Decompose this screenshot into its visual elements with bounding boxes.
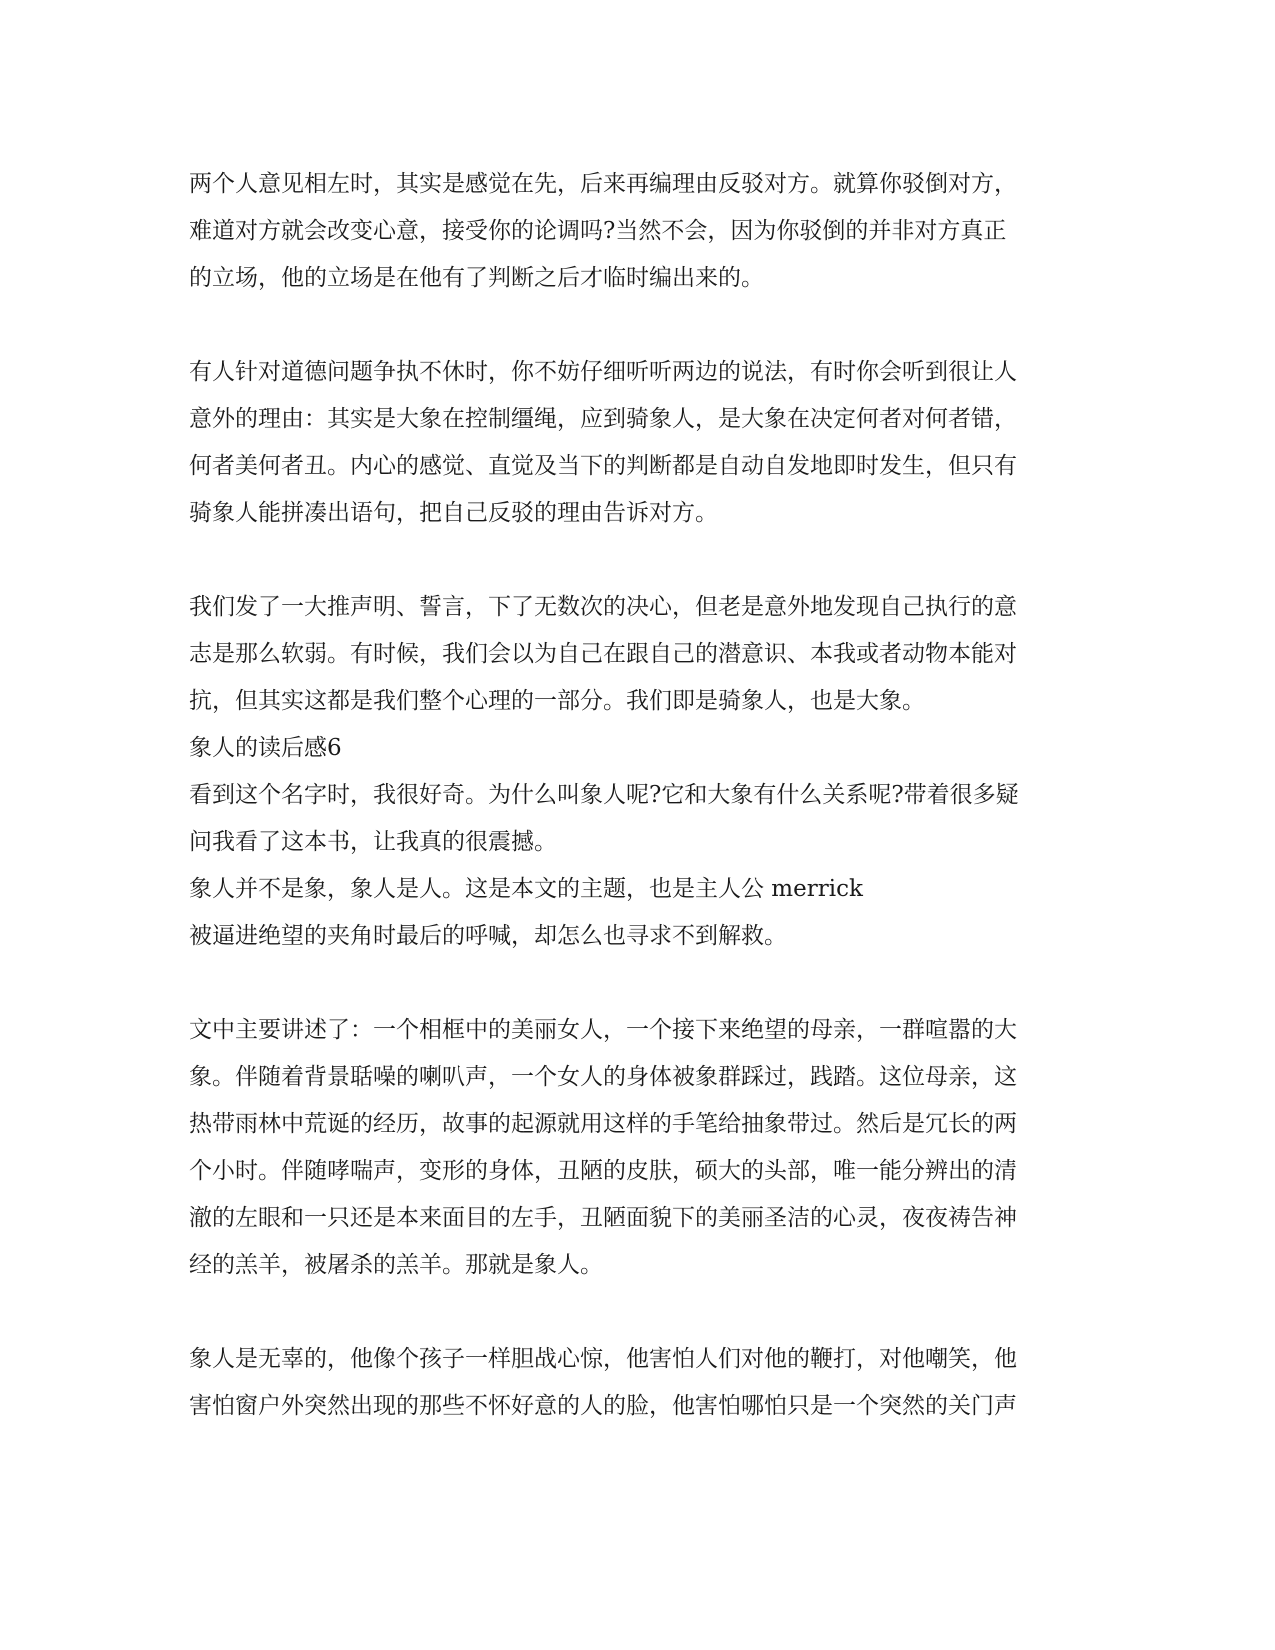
text-line: 抗，但其实这都是我们整个心理的一部分。我们即是骑象人，也是大象。 [189,688,925,714]
text-line: 骑象人能拼凑出语句，把自己反驳的理由告诉对方。 [189,500,718,526]
text-line: 文中主要讲述了：一个相框中的美丽女人，一个接下来绝望的母亲，一群喧嚣的大 [189,1017,1017,1043]
text-line: 象人并不是象，象人是人。这是本文的主题，也是主人公 merrick [189,876,863,902]
document-body [189,161,1089,1430]
text-line: 害怕窗户外突然出现的那些不怀好意的人的脸，他害怕哪怕只是一个突然的关门声 [189,1393,1017,1419]
text-line: 看到这个名字时，我很好奇。为什么叫象人呢?它和大象有什么关系呢?带着很多疑 [189,782,1019,808]
text-line: 的立场，他的立场是在他有了判断之后才临时编出来的。 [189,265,764,291]
paragraph-gap [189,302,1089,349]
text-line: 经的羔羊，被屠杀的羔羊。那就是象人。 [189,1252,603,1278]
text-line: 意外的理由：其实是大象在控制缰绳，应到骑象人，是大象在决定何者对何者错， [189,406,1017,432]
section-heading: 象人的读后感6 [189,735,342,761]
text-line: 问我看了这本书，让我真的很震撼。 [189,829,557,855]
text-line: 被逼进绝望的夹角时最后的呼喊，却怎么也寻求不到解救。 [189,923,787,949]
text-line: 有人针对道德问题争执不休时，你不妨仔细听听两边的说法，有时你会听到很让人 [189,359,1017,385]
text-line: 个小时。伴随哮喘声，变形的身体，丑陋的皮肤，硕大的头部，唯一能分辨出的清 [189,1158,1017,1184]
text-line: 难道对方就会改变心意，接受你的论调吗?当然不会，因为你驳倒的并非对方真正 [189,218,1007,244]
paragraph-gap [189,960,1089,1007]
text-line: 两个人意见相左时，其实是感觉在先，后来再编理由反驳对方。就算你驳倒对方， [189,171,1017,197]
text-line: 志是那么软弱。有时候，我们会以为自己在跟自己的潜意识、本我或者动物本能对 [189,641,1017,667]
text-line: 象。伴随着背景聒噪的喇叭声，一个女人的身体被象群踩过，践踏。这位母亲，这 [189,1064,1017,1090]
paragraph-gap [189,1289,1089,1336]
text-line: 象人是无辜的，他像个孩子一样胆战心惊，他害怕人们对他的鞭打，对他嘲笑，他 [189,1346,1017,1372]
text-line: 何者美何者丑。内心的感觉、直觉及当下的判断都是自动自发地即时发生，但只有 [189,453,1017,479]
text-line: 澈的左眼和一只还是本来面目的左手，丑陋面貌下的美丽圣洁的心灵，夜夜祷告神 [189,1205,1017,1231]
text-line: 热带雨林中荒诞的经历，故事的起源就用这样的手笔给抽象带过。然后是冗长的两 [189,1111,1017,1137]
text-line: 我们发了一大推声明、誓言，下了无数次的决心，但老是意外地发现自己执行的意 [189,594,1017,620]
paragraph-gap [189,537,1089,584]
